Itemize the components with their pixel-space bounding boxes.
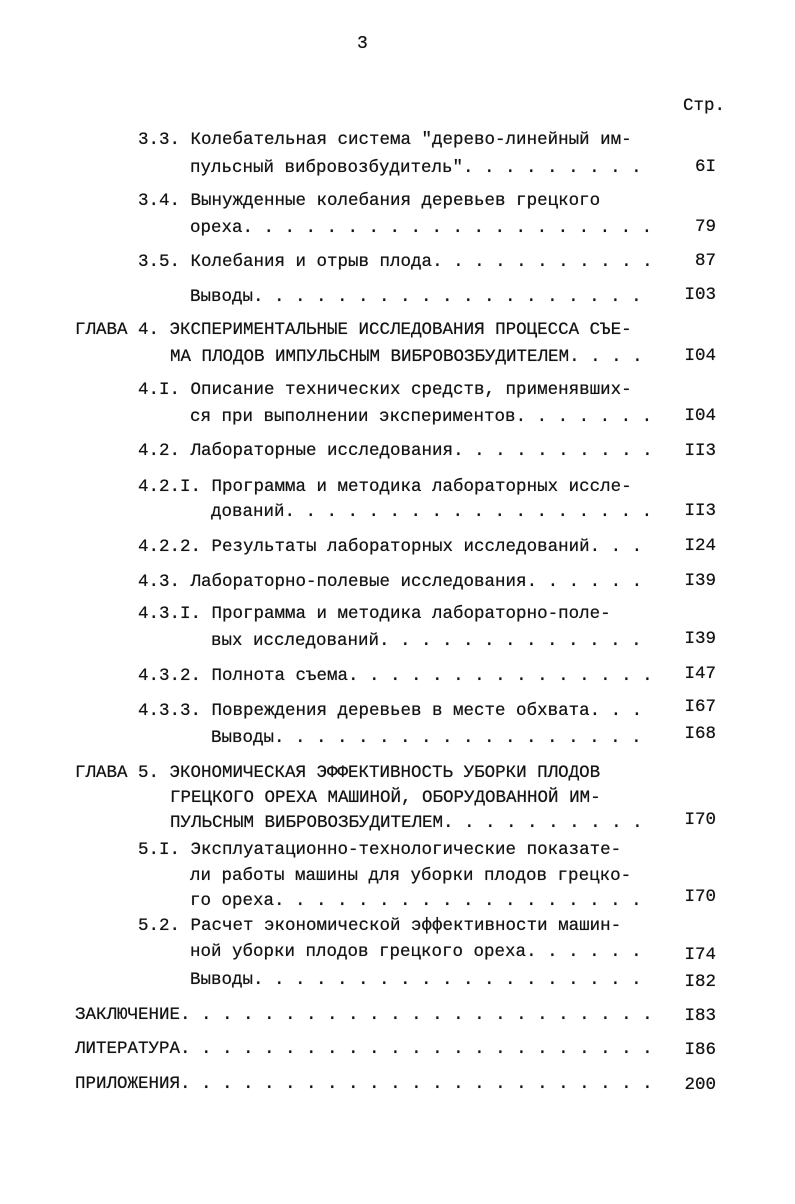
entry-line [138,571,655,593]
page-ref: II3 [684,501,716,521]
entry-text: МА ПЛОДОВ ИМПУЛЬСНЫМ ВИБРОВОЗБУДИТЕЛЕМ [170,347,570,367]
entry-text: Выводы [190,970,254,990]
entry-text: Выводы [211,728,275,748]
dot-leader [253,286,655,308]
entry-text: ГЛАВА 5. ЭКОНОМИЧЕСКАЯ ЭФФЕКТИВНОСТЬ УБОРКИ ПЛОДОВ [75,763,601,783]
entry-text: 3.4. Вынужденные колебания деревьев грецкого [138,191,601,211]
dot-leader [590,536,655,558]
page-ref: I68 [684,724,716,744]
entry-line [190,406,655,428]
page-ref: I70 [684,887,716,907]
page-ref: I70 [684,810,716,830]
dot-leader [180,1073,655,1095]
entry-text: ной уборки плодов грецкого ореха [190,942,527,962]
page-ref: I04 [684,346,716,366]
page-ref: 87 [694,251,716,271]
dot-leader [443,812,655,834]
entry-text: ли работы машины для уборки плодов грецко- [190,866,632,886]
entry-line [190,157,655,179]
entry-text: вых исследований [211,631,380,651]
dot-leader [526,941,655,963]
entry-text: 3.5. Колебания и отрыв плода [138,252,433,272]
entry-line [75,1004,655,1026]
page-ref: I82 [684,972,716,992]
dot-leader [453,440,655,462]
entry-text: 5.I. Эксплуатационно-технологические показате- [138,840,622,860]
dot-leader [569,346,655,368]
entry-line [75,1073,655,1095]
entry-text: ПУЛЬСНЫМ ВИБРОВОЗБУДИТЕЛЕМ [170,813,444,833]
entry-text: ГЛАВА 4. ЭКСПЕРИМЕНТАЛЬНЫЕ ИССЛЕДОВАНИЯ ПРОЦЕССА СЪЕ- [75,320,632,340]
page-column-header: Стр. [683,96,726,116]
entry-line [138,536,655,558]
entry-line [211,727,655,749]
entry-line [138,251,655,273]
dot-leader [274,727,655,749]
entry-line [138,665,655,687]
page-ref: I83 [684,1006,716,1026]
entry-text: 3.3. Колебательная система "дерево-линейный им- [138,130,632,150]
entry-text: 4.2.2. Результаты лабораторных исследований [138,537,590,557]
dot-leader [285,501,655,523]
page-ref: I67 [684,697,716,717]
entry-text: 4.3. Лабораторно-полевые исследования [138,572,527,592]
dot-leader [274,890,655,912]
entry-text: 5.2. Расчет экономической эффективности машин- [138,916,622,936]
entry-text: ПРИЛОЖЕНИЯ [75,1074,181,1094]
entry-text: 4.2.I. Программа и методика лабораторных иссле- [138,477,632,497]
entry-text: 4.3.3. Повреждения деревьев в месте обхвата [138,701,590,721]
page-ref: 6I [694,157,716,177]
page-ref: I74 [684,945,716,965]
entry-text: 4.3.I. Программа и методика лабораторно-поле- [138,604,611,624]
dot-leader [348,665,655,687]
entry-text: пульсный вибровозбудитель" [190,158,464,178]
entry-text: дований [211,502,285,522]
entry-text: Выводы [190,287,254,307]
entry-text: ореха [190,218,243,238]
dot-leader [432,251,655,273]
dot-leader [527,571,655,593]
entry-text: 4.I. Описание технических средств, применявших- [138,380,632,400]
entry-line [211,501,655,523]
page-ref: I86 [684,1040,716,1060]
entry-line [170,346,655,368]
entry-line [190,941,655,963]
entry-line [170,812,655,834]
entry-text: го ореха [190,891,275,911]
dot-leader [379,630,655,652]
entry-text: ЛИТЕРАТУРА [75,1039,181,1059]
dot-leader [590,700,655,722]
dot-leader [180,1038,655,1060]
entry-text: ГРЕЦКОГО ОРЕХА МАШИНОЙ, ОБОРУДОВАННОЙ ИМ- [170,788,601,808]
page-ref: I39 [684,629,716,649]
entry-line [190,217,655,239]
page-number: 3 [357,34,368,54]
page-ref: 200 [684,1075,716,1095]
entry-line [190,286,655,308]
entry-line [138,440,655,462]
dot-leader [516,406,655,428]
entry-text: ся при выполнении экспериментов [190,407,516,427]
entry-line [190,969,655,991]
page-ref: I39 [684,571,716,591]
page-ref: I47 [684,664,716,684]
page-ref: II3 [684,441,716,461]
dot-leader [243,217,655,239]
entry-text: 4.3.2. Полнота съема [138,666,349,686]
dot-leader [463,157,655,179]
page-ref: 79 [694,217,716,237]
entry-text: 4.2. Лабораторные исследования [138,441,454,461]
entry-line [75,1038,655,1060]
entry-line [211,630,655,652]
entry-line [190,890,655,912]
dot-leader [253,969,655,991]
page-ref: I24 [684,536,716,556]
entry-text: ЗАКЛЮЧЕНИЕ [75,1005,181,1025]
dot-leader [180,1004,655,1026]
entry-line [138,700,655,722]
page-ref: I03 [684,285,716,305]
page-ref: I04 [684,406,716,426]
